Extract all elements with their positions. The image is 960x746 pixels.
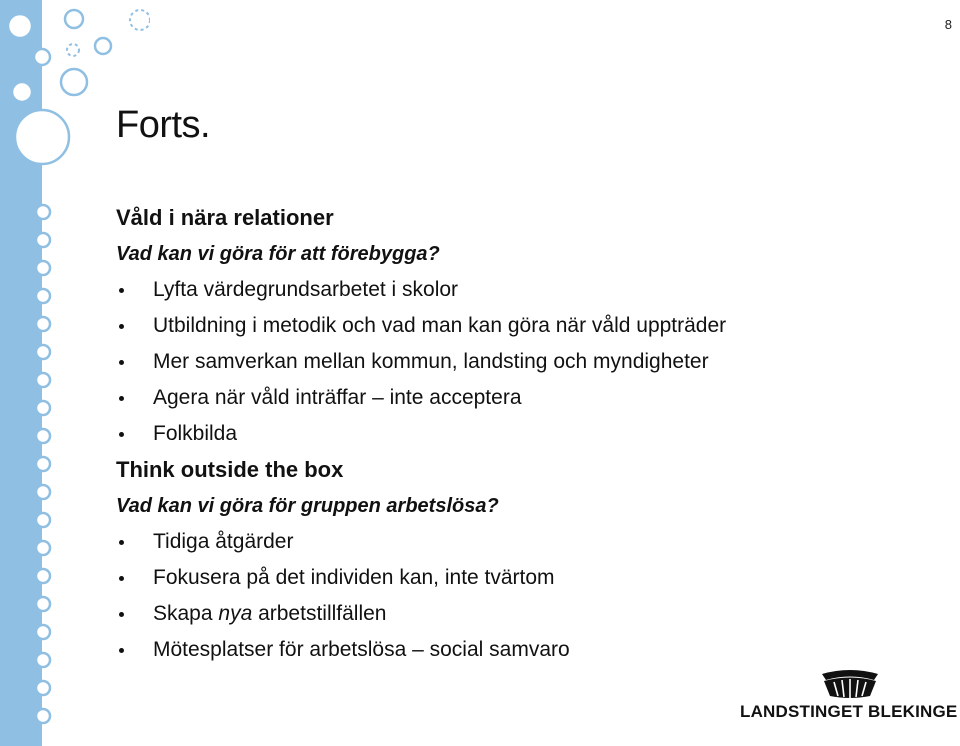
bullet-icon (119, 432, 124, 437)
bullet-text-part: Skapa (153, 602, 219, 625)
page-number: 8 (944, 17, 952, 32)
bullet-text: Fokusera på det individen kan, inte tvärtom (153, 566, 555, 589)
bullet-item (116, 596, 936, 632)
bullet-text-emphasis: nya (218, 602, 253, 625)
bullet-icon (119, 576, 124, 581)
bullet-text: Tidiga åtgärder (153, 530, 294, 553)
bullet-item (116, 632, 936, 668)
bullet-icon (119, 612, 124, 617)
bullet-item (116, 380, 936, 416)
bullet-text (153, 602, 386, 625)
bullet-item (116, 308, 936, 344)
bullet-icon (119, 360, 124, 365)
bullet-icon (119, 396, 124, 401)
bullet-item (116, 344, 936, 380)
bullet-icon (119, 324, 124, 329)
bullet-text: Agera när våld inträffar – inte acceptera (153, 386, 522, 409)
bullet-item (116, 560, 936, 596)
bullet-text: Utbildning i metodik och vad man kan göra när våld uppträder (153, 314, 727, 337)
section-heading: Think outside the box (116, 457, 344, 482)
slide-title: Forts. (116, 104, 211, 146)
slide-content (116, 200, 936, 668)
bullet-text: Folkbilda (153, 422, 238, 445)
logo-text: LANDSTINGET BLEKINGE (740, 702, 958, 721)
bullet-icon (119, 540, 124, 545)
section-heading: Våld i nära relationer (116, 205, 334, 230)
bullet-text: Mer samverkan mellan kommun, landsting och myndigheter (153, 350, 709, 373)
bullet-text: Lyfta värdegrundsarbetet i skolor (153, 278, 459, 301)
bullet-item (116, 524, 936, 560)
section-subheading: Vad kan vi göra för gruppen arbetslösa? (116, 495, 499, 517)
bullet-text: Mötesplatser för arbetslösa – social samvaro (153, 638, 570, 661)
bullet-item (116, 272, 936, 308)
bullet-text-part: arbetstillfällen (252, 602, 387, 625)
bullet-item (116, 416, 936, 452)
section-subheading: Vad kan vi göra för att förebygga? (116, 243, 440, 265)
ship-icon (818, 668, 882, 700)
bullet-icon (119, 288, 124, 293)
bullet-icon (119, 648, 124, 653)
